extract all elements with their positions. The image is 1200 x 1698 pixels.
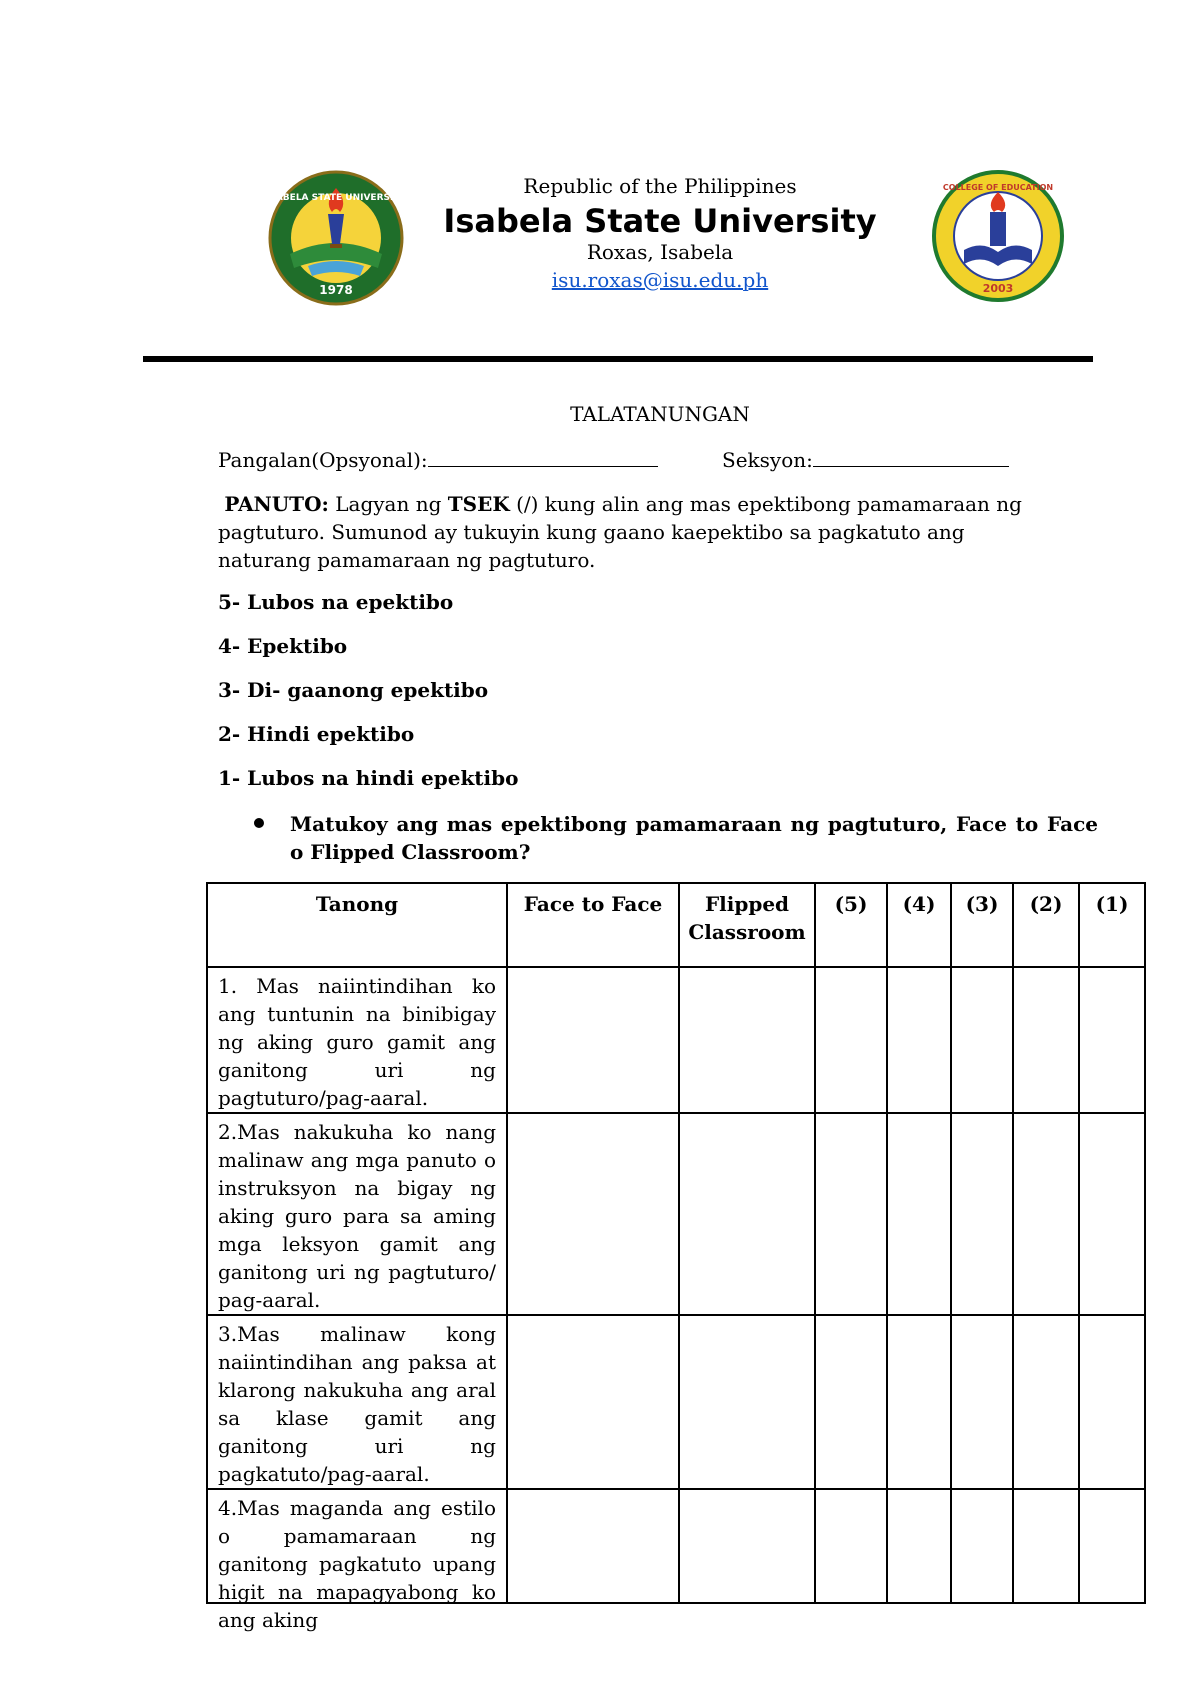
check-rating-5[interactable] bbox=[815, 1113, 887, 1315]
check-flipped-classroom[interactable] bbox=[679, 1489, 815, 1603]
scale-item-3: 3- Di- gaanong epektibo bbox=[218, 678, 489, 702]
instructions bbox=[218, 490, 1038, 574]
check-rating-5[interactable] bbox=[815, 1315, 887, 1489]
scale-item-4: 4- Epektibo bbox=[218, 634, 348, 658]
check-flipped-classroom[interactable] bbox=[679, 1113, 815, 1315]
section-label: Seksyon: bbox=[722, 448, 813, 472]
name-field[interactable] bbox=[218, 448, 658, 472]
check-rating-5[interactable] bbox=[815, 1489, 887, 1603]
check-face-to-face[interactable] bbox=[507, 1489, 679, 1603]
campus-location: Roxas, Isabela bbox=[586, 240, 734, 264]
republic-line: Republic of the Philippines bbox=[523, 174, 797, 198]
seal-top-text: COLLEGE OF EDUCATION bbox=[942, 183, 1054, 192]
scale-item-2: 2- Hindi epektibo bbox=[218, 722, 415, 746]
check-flipped-classroom[interactable] bbox=[679, 967, 815, 1113]
check-rating-2[interactable] bbox=[1013, 1315, 1079, 1489]
table-header-row bbox=[207, 883, 1145, 967]
table-row bbox=[207, 967, 1145, 1113]
check-rating-4[interactable] bbox=[887, 1113, 951, 1315]
scale-item-5: 5- Lubos na epektibo bbox=[218, 590, 454, 614]
college-of-education-seal bbox=[932, 170, 1064, 302]
instructions-part2: (/) kung alin ang mas epektibong pamamaraan ng pagtuturo. Sumunod ay tukuyin kung gaano kaepektibo sa pagkatuto ang naturang pamamaraan ng pagtuturo. bbox=[218, 492, 1022, 572]
question-text: 2.Mas nakukuha ko nang malinaw ang mga panuto o instruksyon na bigay ng aking guro para sa aming mga leksyon gamit ang ganitong uri ng pagtuturo/ pag-aaral. bbox=[207, 1113, 507, 1315]
check-face-to-face[interactable] bbox=[507, 967, 679, 1113]
header-divider bbox=[143, 356, 1093, 362]
header-rating-5: (5) bbox=[815, 883, 887, 967]
header-rating-2: (2) bbox=[1013, 883, 1079, 967]
check-rating-4[interactable] bbox=[887, 967, 951, 1113]
check-rating-1[interactable] bbox=[1079, 1113, 1145, 1315]
header-rating-1: (1) bbox=[1079, 883, 1145, 967]
check-rating-3[interactable] bbox=[951, 967, 1013, 1113]
check-rating-1[interactable] bbox=[1079, 1315, 1145, 1489]
university-name: Isabela State University bbox=[443, 202, 877, 240]
check-rating-1[interactable] bbox=[1079, 967, 1145, 1113]
question-text: 4.Mas maganda ang estilo o pamamaraan ng ganitong pagkatuto upang higit na mapagyabong ko ang aking bbox=[207, 1489, 507, 1603]
seal-year: 2003 bbox=[982, 282, 1014, 295]
form-title: TALATANUNGAN bbox=[570, 402, 750, 426]
check-face-to-face[interactable] bbox=[507, 1113, 679, 1315]
seal-year: 1978 bbox=[319, 283, 353, 297]
bullet-icon bbox=[254, 818, 264, 828]
check-rating-5[interactable] bbox=[815, 967, 887, 1113]
check-rating-3[interactable] bbox=[951, 1489, 1013, 1603]
table-row bbox=[207, 1315, 1145, 1489]
question-text: 1. Mas naiintindihan ko ang tuntunin na binibigay ng aking guro gamit ang ganitong uri ng pagtuturo/pag-aaral. bbox=[207, 967, 507, 1113]
check-flipped-classroom[interactable] bbox=[679, 1315, 815, 1489]
header-tanong: Tanong bbox=[207, 883, 507, 967]
check-rating-1[interactable] bbox=[1079, 1489, 1145, 1603]
name-blank[interactable] bbox=[428, 448, 658, 467]
header-flipped-classroom: Flipped Classroom bbox=[679, 883, 815, 967]
question-text: 3.Mas malinaw kong naiintindihan ang paksa at klarong nakukuha ang aral sa klase gamit ang ganitong uri ng pagkatuto/pag-aaral. bbox=[207, 1315, 507, 1489]
check-rating-2[interactable] bbox=[1013, 967, 1079, 1113]
objective-question: Matukoy ang mas epektibong pamamaraan ng pagtuturo, Face to Face o Flipped Classroom? bbox=[290, 812, 1098, 864]
check-rating-2[interactable] bbox=[1013, 1489, 1079, 1603]
section-blank[interactable] bbox=[813, 448, 1009, 467]
table-row bbox=[207, 1489, 1145, 1603]
scale-item-1: 1- Lubos na hindi epektibo bbox=[218, 766, 519, 790]
instructions-label: PANUTO: bbox=[224, 492, 329, 516]
instructions-part1: Lagyan ng bbox=[335, 492, 442, 516]
header-rating-4: (4) bbox=[887, 883, 951, 967]
check-rating-3[interactable] bbox=[951, 1315, 1013, 1489]
name-label: Pangalan(Opsyonal): bbox=[218, 448, 428, 472]
table-row bbox=[207, 1113, 1145, 1315]
check-face-to-face[interactable] bbox=[507, 1315, 679, 1489]
seal-top-text: ISABELA STATE UNIVERSITY bbox=[266, 193, 406, 203]
header-face-to-face: Face to Face bbox=[507, 883, 679, 967]
survey-table bbox=[206, 882, 1146, 1632]
header-rating-3: (3) bbox=[951, 883, 1013, 967]
instructions-tsek: TSEK bbox=[447, 492, 510, 516]
check-rating-4[interactable] bbox=[887, 1315, 951, 1489]
check-rating-2[interactable] bbox=[1013, 1113, 1079, 1315]
email-link[interactable]: isu.roxas@isu.edu.ph bbox=[551, 268, 769, 292]
check-rating-3[interactable] bbox=[951, 1113, 1013, 1315]
check-rating-4[interactable] bbox=[887, 1489, 951, 1603]
section-field[interactable] bbox=[722, 448, 1009, 472]
